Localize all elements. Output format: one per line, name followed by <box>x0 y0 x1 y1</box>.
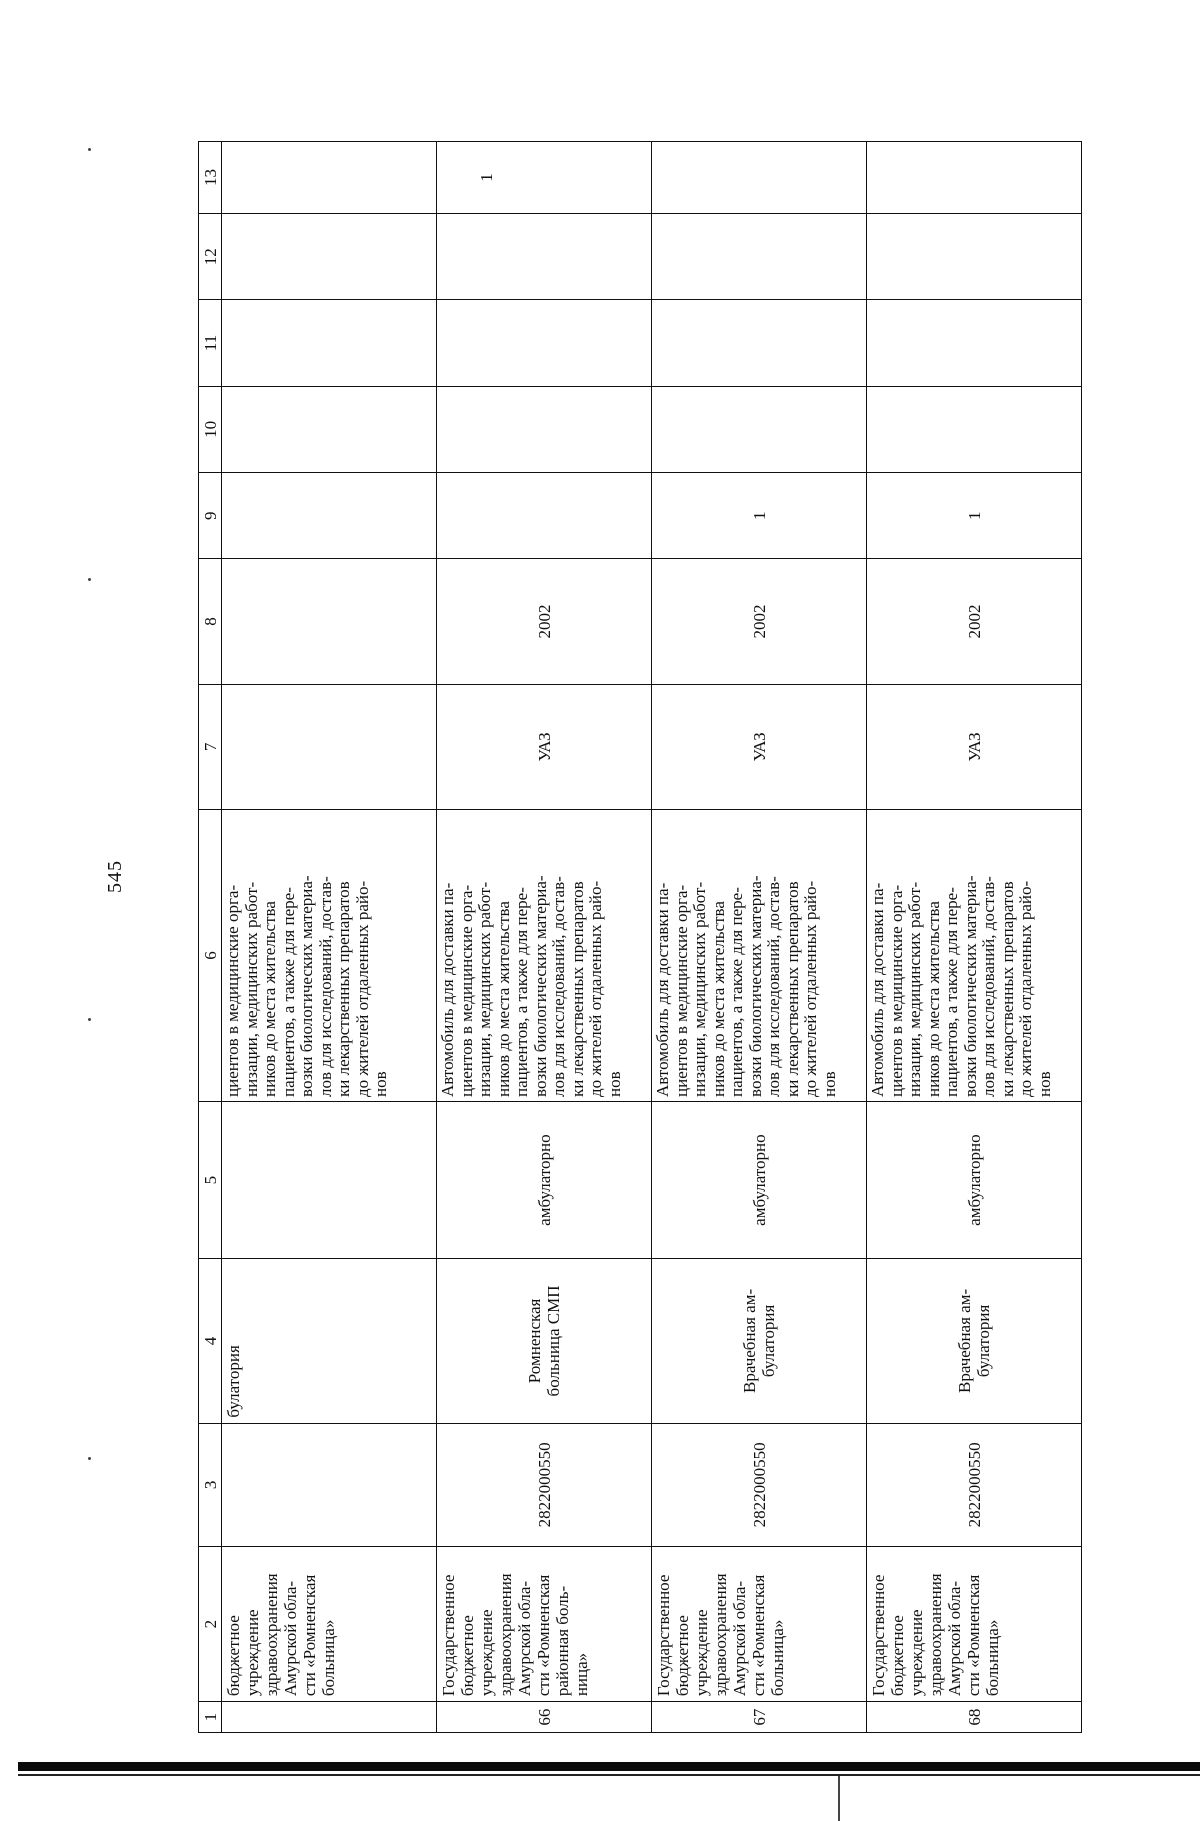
purpose-line: возки биологических материа- <box>745 875 765 1097</box>
purpose-line: пациентов, а также для пере- <box>512 887 531 1097</box>
purpose-line: низации, медицинских работ- <box>905 881 924 1097</box>
purpose-line: лов для исследований, достав- <box>549 876 568 1097</box>
col11-cell <box>222 300 437 386</box>
organization-line: Государственное <box>869 1574 888 1697</box>
organization-line: ница» <box>572 1652 591 1697</box>
organization-line: Амурской обла- <box>730 1580 749 1697</box>
col13-cell <box>652 142 867 214</box>
organization-line: здравоохранения <box>262 1573 281 1697</box>
purpose-line: нов <box>604 1071 624 1097</box>
organization-line: районная боль- <box>553 1585 572 1697</box>
organization-line: Амурской обла- <box>281 1580 300 1697</box>
purpose-line: пациентов, а также для пере- <box>942 887 961 1097</box>
purpose-line: ников до места жительства <box>260 901 279 1097</box>
purpose-line: ки лекарственных препаратов <box>567 881 587 1097</box>
purpose-line: ников до места жительства <box>493 901 513 1097</box>
mode-cell <box>222 1101 437 1258</box>
purpose-line: ников до места жительства <box>923 901 943 1097</box>
mode-cell: амбулаторно <box>867 1101 1082 1258</box>
purpose-line: нов <box>819 1071 839 1097</box>
column-number: 6 <box>199 810 222 1102</box>
organization-line: сти «Ромненская <box>964 1574 983 1697</box>
unit-line: Ромненская <box>525 1298 544 1384</box>
organization-cell <box>437 1546 652 1701</box>
purpose-line: пациентов, а также для пере- <box>727 887 746 1097</box>
organization-line: больница» <box>319 1619 338 1697</box>
year-cell <box>222 559 437 684</box>
col12-cell <box>867 214 1082 300</box>
organization-line: сти «Ромненская <box>300 1574 319 1697</box>
scan-border-line <box>18 1774 1200 1776</box>
col12-cell <box>652 214 867 300</box>
col10-cell <box>222 386 437 472</box>
col9-cell: 1 <box>652 473 867 559</box>
column-number: 11 <box>199 300 222 386</box>
organization-line: здравоохранения <box>496 1573 515 1697</box>
organization-line: учреждение <box>692 1609 711 1697</box>
col10-cell <box>652 386 867 472</box>
code-cell: 2822000550 <box>867 1423 1082 1546</box>
scan-speck <box>88 578 91 581</box>
vehicle-cell <box>222 684 437 809</box>
code-cell <box>222 1423 437 1546</box>
col11-cell <box>652 300 867 386</box>
column-number: 10 <box>199 386 222 472</box>
column-number: 7 <box>199 684 222 809</box>
column-number: 4 <box>199 1259 222 1423</box>
column-number: 13 <box>199 142 222 214</box>
purpose-line: нов <box>1034 1071 1054 1097</box>
purpose-line: ки лекарственных препаратов <box>782 881 802 1097</box>
unit-line: булатория <box>974 1304 993 1378</box>
purpose-line: низации, медицинских работ- <box>690 881 709 1097</box>
organization-line: сти «Ромненская <box>749 1574 768 1697</box>
year-cell: 2002 <box>437 559 652 684</box>
organization-cell <box>652 1546 867 1701</box>
purpose-line: до жителей отдаленных райо- <box>586 880 605 1097</box>
col10-cell <box>867 386 1082 472</box>
unit-line: больница СМП <box>544 1285 563 1397</box>
purpose-line: лов для исследований, достав- <box>979 876 998 1097</box>
organization-line: здравоохранения <box>926 1573 945 1697</box>
scan-speck <box>88 1018 91 1021</box>
organization-line: учреждение <box>907 1609 926 1697</box>
col13-cell: 1 <box>437 142 652 214</box>
organization-line: Государственное <box>654 1574 673 1697</box>
organization-line: бюджетное <box>888 1615 907 1697</box>
organization-line: бюджетное <box>224 1615 243 1697</box>
organization-line: сти «Ромненская <box>534 1574 553 1697</box>
purpose-cell <box>867 810 1082 1102</box>
table-row <box>222 142 437 1733</box>
column-number: 1 <box>199 1702 222 1733</box>
purpose-line: до жителей отдаленных райо- <box>801 880 820 1097</box>
unit-line: Врачебная ам- <box>740 1288 759 1393</box>
unit-line: Врачебная ам- <box>955 1288 974 1393</box>
organization-line: учреждение <box>477 1609 496 1697</box>
col13-cell <box>867 142 1082 214</box>
col11-cell <box>437 300 652 386</box>
organization-cell <box>222 1546 437 1701</box>
purpose-line: нов <box>371 1071 390 1097</box>
code-cell: 2822000550 <box>437 1423 652 1546</box>
purpose-line: циентов в медицинские орга- <box>671 884 691 1097</box>
col11-cell <box>867 300 1082 386</box>
purpose-line: циентов в медицинские орга- <box>223 884 242 1097</box>
scan-speck <box>88 148 91 151</box>
organization-line: Амурской обла- <box>515 1580 534 1697</box>
col10-cell <box>437 386 652 472</box>
col13-cell <box>222 142 437 214</box>
table-row <box>652 142 867 1733</box>
vehicle-cell: УАЗ <box>437 684 652 809</box>
organization-line: бюджетное <box>673 1615 692 1697</box>
organization-line: здравоохранения <box>711 1573 730 1697</box>
organization-cell <box>867 1546 1082 1701</box>
col9-cell <box>222 473 437 559</box>
column-number: 2 <box>199 1546 222 1701</box>
column-number-row <box>199 142 222 1733</box>
organization-line: больница» <box>983 1619 1002 1697</box>
unit-line: булатория <box>759 1304 778 1378</box>
column-number: 5 <box>199 1101 222 1258</box>
purpose-line: низации, медицинских работ- <box>241 881 261 1097</box>
purpose-line: ки лекарственных препаратов <box>997 881 1017 1097</box>
purpose-cell <box>222 810 437 1102</box>
column-number: 8 <box>199 559 222 684</box>
column-number: 3 <box>199 1423 222 1546</box>
column-number: 9 <box>199 473 222 559</box>
purpose-cell <box>652 810 867 1102</box>
col12-cell <box>222 214 437 300</box>
unit-cell <box>652 1259 867 1423</box>
purpose-line: низации, медицинских работ- <box>475 881 494 1097</box>
unit-cell <box>437 1259 652 1423</box>
vehicle-cell: УАЗ <box>652 684 867 809</box>
row-number: 68 <box>867 1702 1082 1733</box>
purpose-line: пациентов, а также для пере- <box>278 887 298 1097</box>
col9-cell <box>437 473 652 559</box>
purpose-line: до жителей отдаленных райо- <box>1016 880 1035 1097</box>
scan-border-bar <box>18 1762 1200 1771</box>
organization-line: Амурской обла- <box>945 1580 964 1697</box>
purpose-line: ников до места жительства <box>708 901 728 1097</box>
organization-line: больница» <box>768 1619 787 1697</box>
purpose-line: до жителей отдаленных райо- <box>352 880 372 1097</box>
organization-line: бюджетное <box>458 1615 477 1697</box>
row-number <box>222 1702 437 1733</box>
year-cell: 2002 <box>867 559 1082 684</box>
page-number: 545 <box>104 860 126 893</box>
organization-line: учреждение <box>243 1609 262 1697</box>
col9-cell: 1 <box>867 473 1082 559</box>
mode-cell: амбулаторно <box>437 1101 652 1258</box>
table-row <box>437 142 652 1733</box>
purpose-line: циентов в медицинские орга- <box>456 884 476 1097</box>
vehicle-cell: УАЗ <box>867 684 1082 809</box>
purpose-line: Автомобиль для доставки па- <box>653 882 672 1097</box>
scan-mark <box>838 1776 840 1821</box>
unit-line: булатория <box>224 1345 243 1418</box>
purpose-line: возки биологических материа- <box>960 875 980 1097</box>
vehicle-table <box>198 141 1082 1733</box>
purpose-line: возки биологических материа- <box>530 875 550 1097</box>
purpose-line: ки лекарственных препаратов <box>334 881 353 1097</box>
unit-cell <box>867 1259 1082 1423</box>
purpose-line: циентов в медицинские орга- <box>886 884 906 1097</box>
organization-line: Государственное <box>439 1574 458 1697</box>
table-row <box>867 142 1082 1733</box>
year-cell: 2002 <box>652 559 867 684</box>
code-cell: 2822000550 <box>652 1423 867 1546</box>
column-number: 12 <box>199 214 222 300</box>
scan-speck <box>88 1457 91 1460</box>
rotated-table-container <box>198 141 1080 1733</box>
col12-cell <box>437 214 652 300</box>
row-number: 66 <box>437 1702 652 1733</box>
purpose-line: лов для исследований, достав- <box>764 876 783 1097</box>
purpose-line: лов для исследований, достав- <box>315 876 335 1097</box>
mode-cell: амбулаторно <box>652 1101 867 1258</box>
purpose-line: Автомобиль для доставки па- <box>438 882 457 1097</box>
purpose-line: Автомобиль для доставки па- <box>868 882 887 1097</box>
purpose-cell <box>437 810 652 1102</box>
unit-cell <box>222 1259 437 1423</box>
purpose-line: возки биологических материа- <box>297 875 316 1097</box>
row-number: 67 <box>652 1702 867 1733</box>
